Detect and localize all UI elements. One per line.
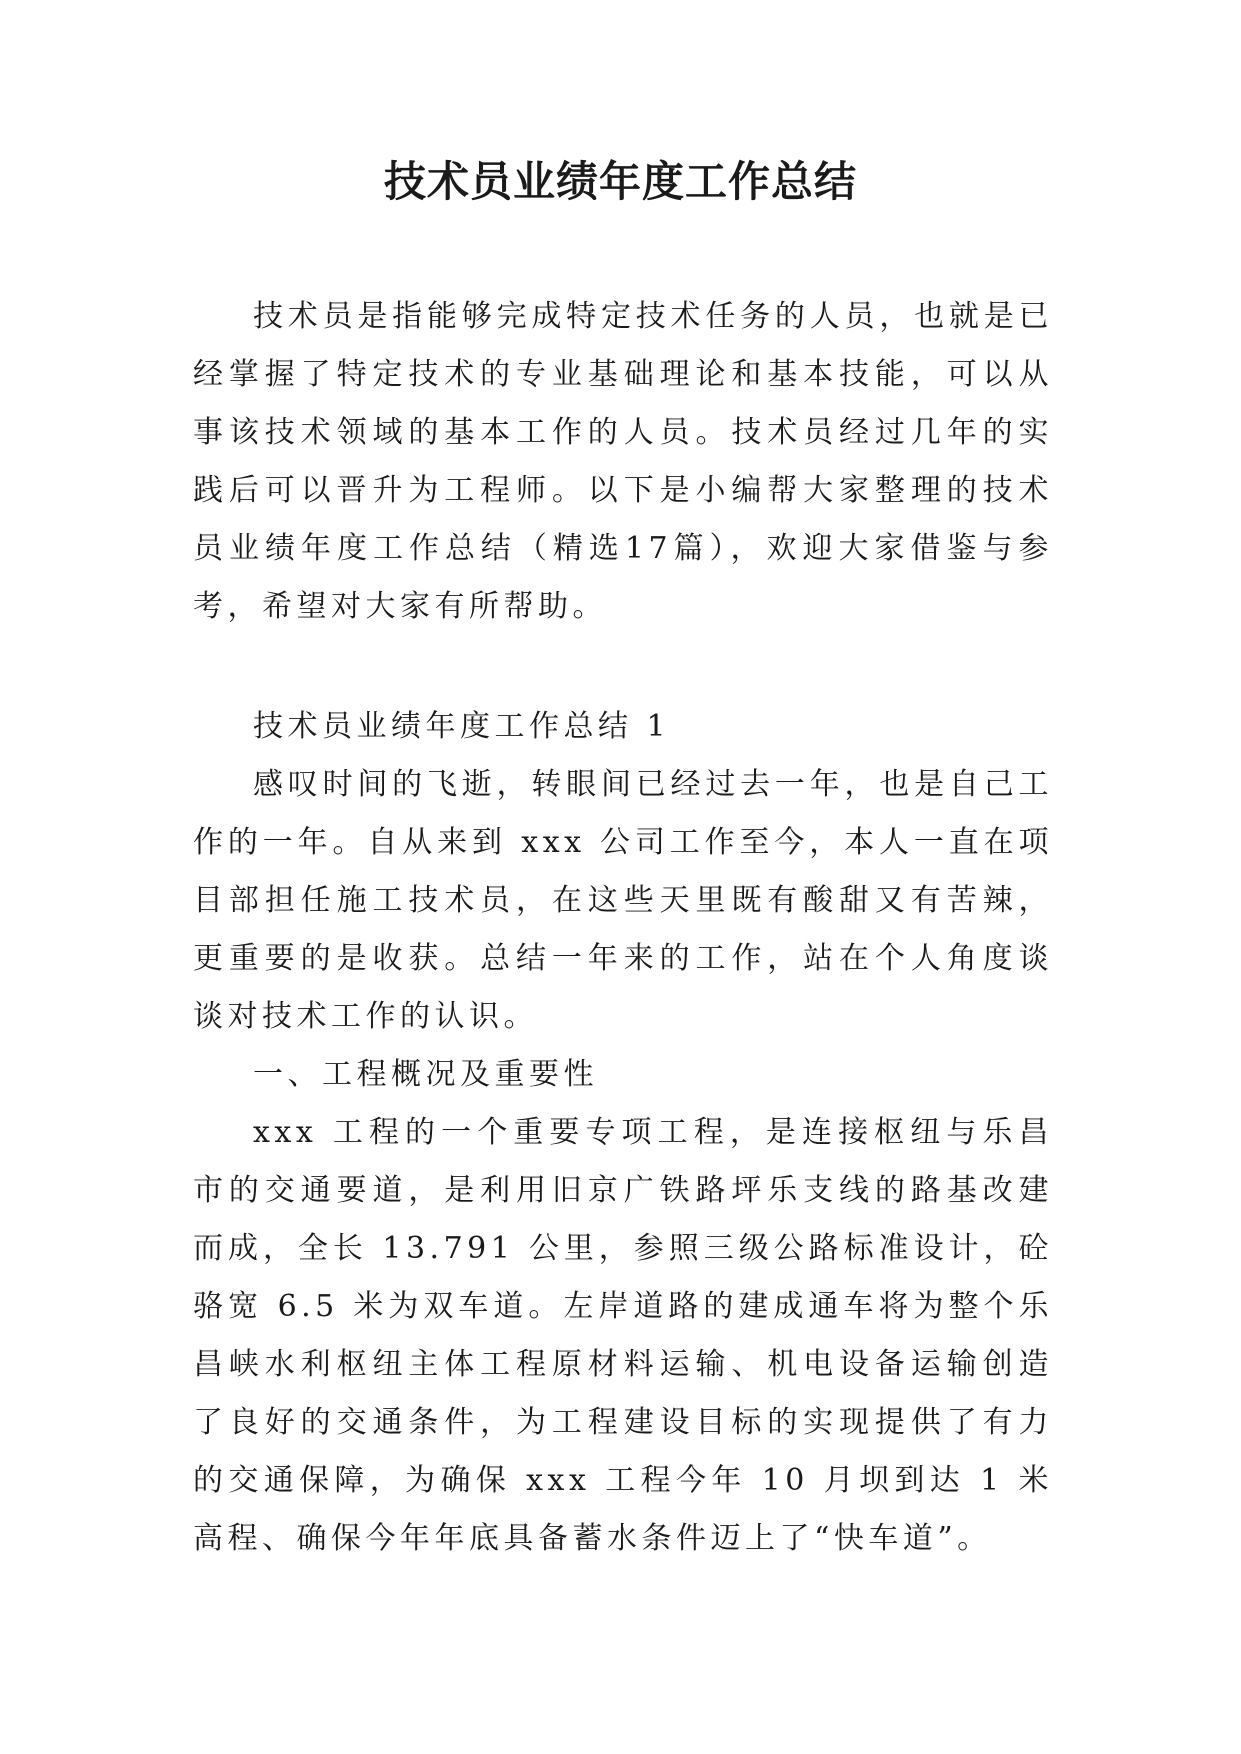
paragraph-1: 感叹时间的飞逝，转眼间已经过去一年，也是自己工作的一年。自从来到 xxx 公司工作至今，本人一直在项目部担任施工技术员，在这些天里既有酸甜又有苦辣，更重要的是收获。总结一年来的工作，站在个人角度谈谈对技术工作的认识。: [193, 767, 1053, 1034]
paragraph-2: xxx 工程的一个重要专项工程，是连接枢纽与乐昌市的交通要道，是利用旧京广铁路坪乐支线的路基改建而成，全长 13.791 公里，参照三级公路标准设计，砼骆宽 6.5 米为双车道。左岸道路的建成通车将为整个乐昌峡水利枢纽主体工程原材料运输、机电设备运输创造了良好的交通条件，为工程建设目标的实现提供了有力的交通保障，为确保 xxx 工程今年 10 月坝到达 1 米高程、确保今年年底具备蓄水条件迈上了“快车道”。: [193, 1115, 1053, 1556]
intro-block: [193, 288, 1053, 636]
document-title: 技术员业绩年度工作总结: [383, 157, 857, 206]
subheading-1: 一、工程概况及重要性: [253, 1057, 598, 1092]
intro-paragraph: 技术员是指能够完成特定技术任务的人员，也就是已经掌握了特定技术的专业基础理论和基本技能，可以从事该技术领域的基本工作的人员。技术员经过几年的实践后可以晋升为工程师。以下是小编帮大家整理的技术员业绩年度工作总结（精选17篇），欢迎大家借鉴与参考，希望对大家有所帮助。: [193, 299, 1053, 624]
section-block: [193, 698, 1053, 1568]
section-heading: 技术员业绩年度工作总结 1: [253, 709, 671, 744]
